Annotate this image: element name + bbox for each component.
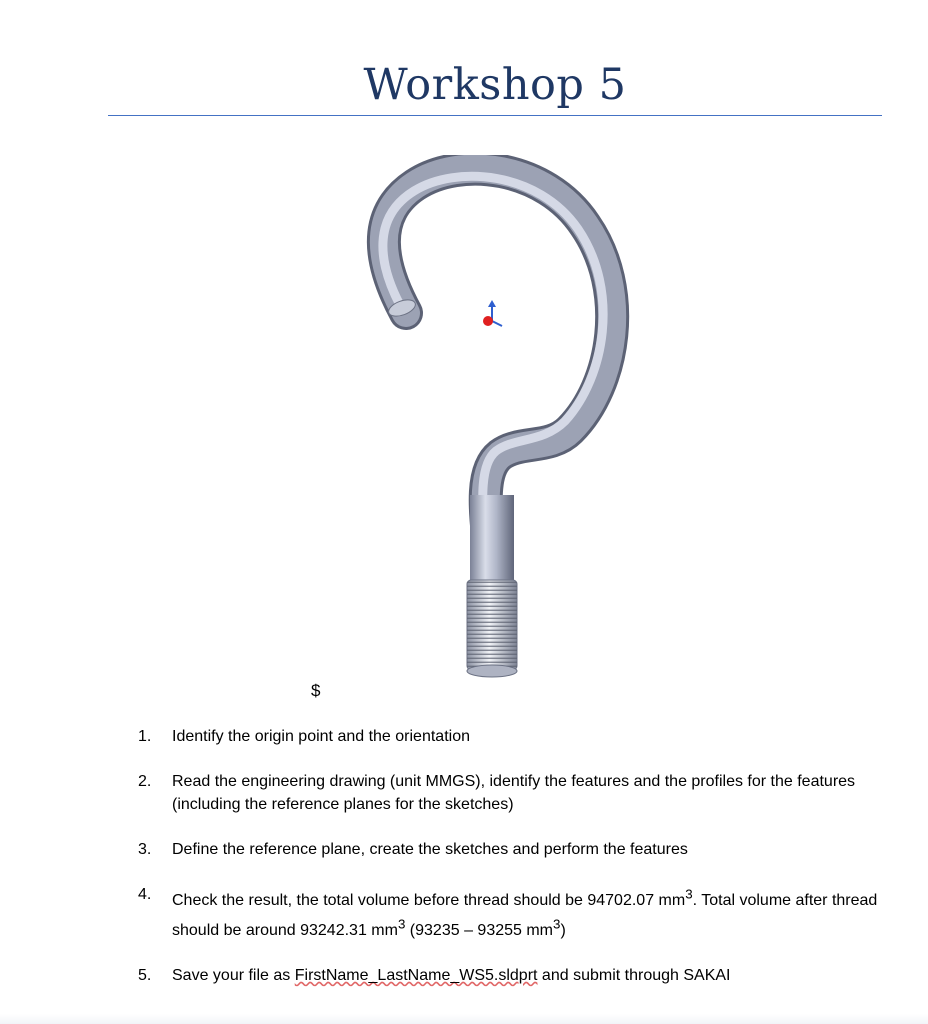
list-item bbox=[138, 964, 898, 987]
step-number: 5. bbox=[138, 966, 152, 984]
superscript: 3 bbox=[397, 916, 406, 932]
filename-text: FirstName_LastName_WS5.sldprt bbox=[294, 966, 538, 984]
step-text: Read the engineering drawing (unit MMGS), identify the features and the profiles for the features (including the reference planes for the sketches) bbox=[172, 773, 856, 813]
superscript: 3 bbox=[685, 887, 693, 902]
step-text-part: Save your file as bbox=[172, 966, 295, 984]
list-item bbox=[138, 725, 898, 748]
page-bottom-edge bbox=[0, 1014, 928, 1024]
step-number: 3. bbox=[138, 841, 152, 858]
step-text-part: Check the result, the total volume before thread should be 94702.07 mm bbox=[172, 892, 686, 910]
step-text bbox=[172, 887, 878, 939]
step-text-part: (93235 – 93255 mm bbox=[405, 921, 554, 939]
list-item bbox=[138, 838, 898, 861]
step-text bbox=[172, 967, 730, 984]
instruction-list bbox=[138, 725, 898, 1009]
step-text: Identify the origin point and the orientation bbox=[172, 728, 470, 745]
page-title: Workshop 5 bbox=[363, 60, 627, 110]
list-item bbox=[138, 770, 898, 816]
step-number: 4. bbox=[138, 886, 152, 903]
step-number: 2. bbox=[138, 773, 152, 790]
step-text: Define the reference plane, create the sketches and perform the features bbox=[172, 841, 688, 858]
origin-triad-icon bbox=[483, 300, 502, 326]
step-number: 1. bbox=[138, 728, 152, 745]
step-text-part: ) bbox=[560, 921, 566, 939]
list-item bbox=[138, 883, 898, 942]
stray-dollar-sign: $ bbox=[311, 681, 321, 700]
title-divider bbox=[108, 115, 882, 116]
step-text-part: and submit through SAKAI bbox=[537, 966, 731, 984]
step-text-part: . Total volume after thread should be around 93242.31 mm bbox=[172, 892, 878, 939]
superscript: 3 bbox=[553, 916, 561, 932]
hook-3d-model-icon bbox=[340, 155, 640, 695]
